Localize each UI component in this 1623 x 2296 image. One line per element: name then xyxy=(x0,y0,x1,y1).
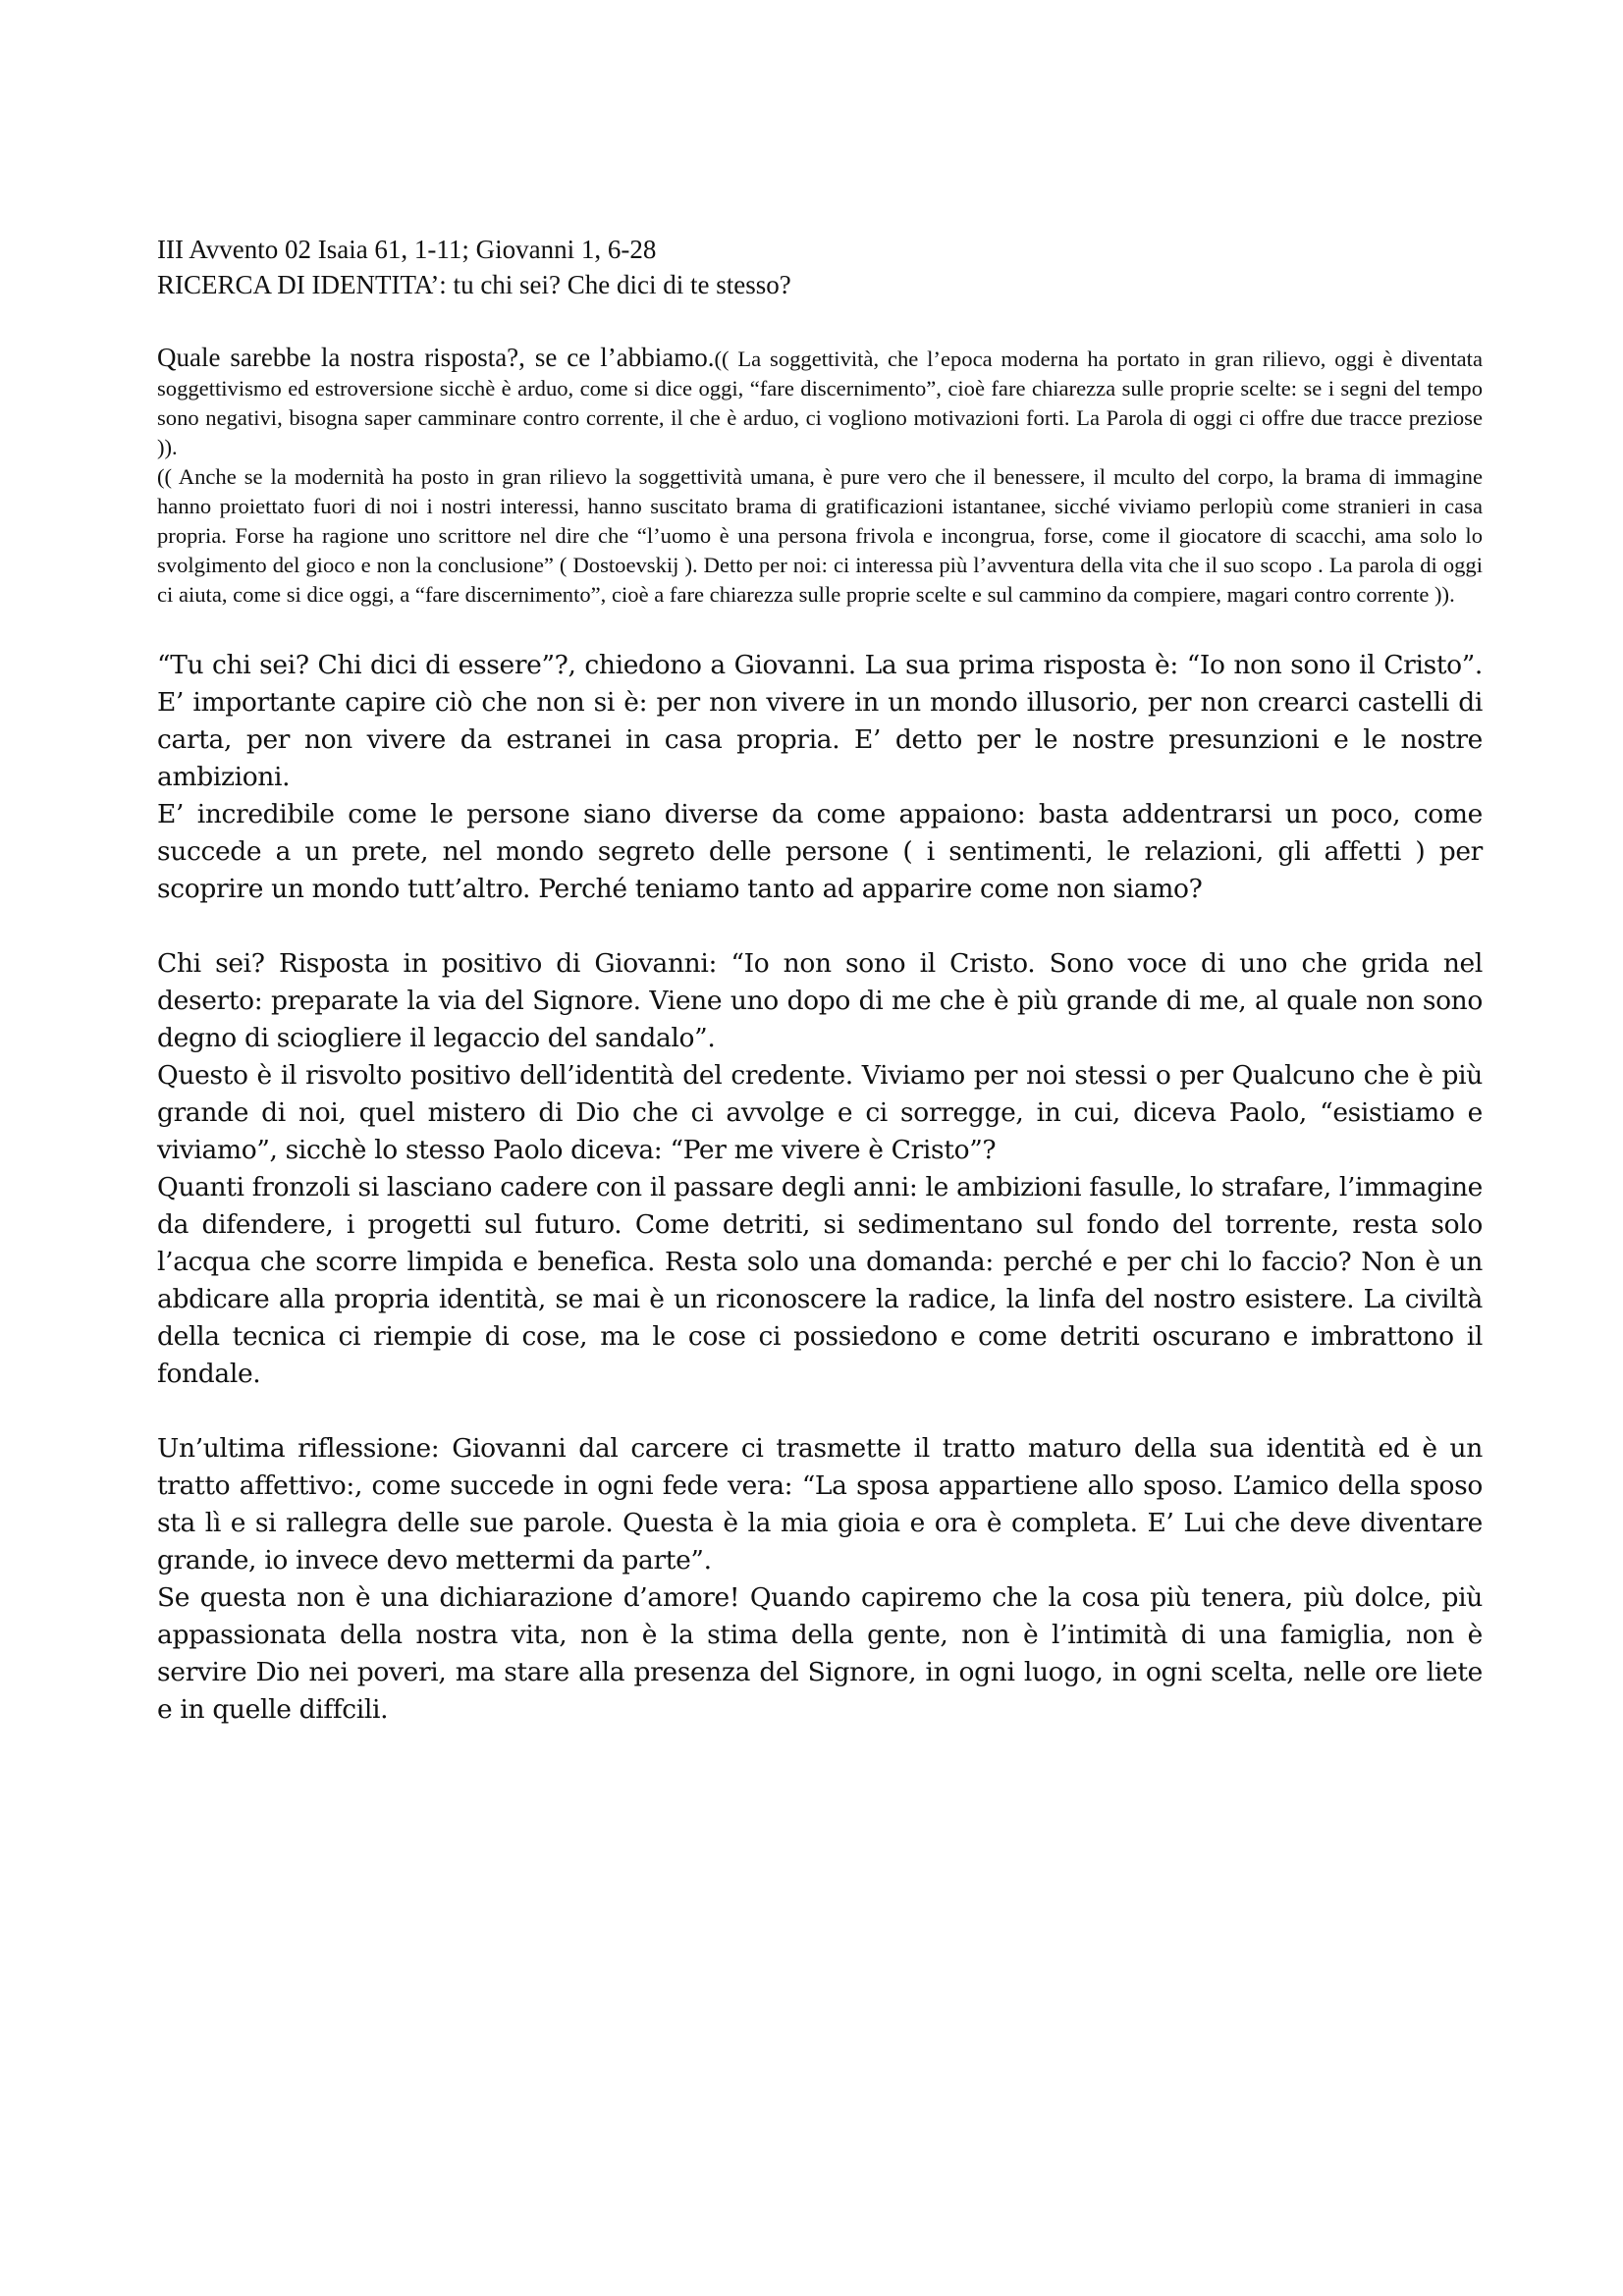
body-paragraph-3: Chi sei? Risposta in positivo di Giovanni: “Io non sono il Cristo. Sono voce di uno che grida nel deserto: preparate la via del Signore. Viene uno dopo di me che è più grande di me, al quale non sono degno di sciogliere il legaccio del sandalo”. xyxy=(157,948,1483,1053)
body-paragraph-4: Questo è il risvolto positivo dell’identità del credente. Viviamo per noi stessi o per Qualcuno che è più grande di noi, quel mistero di Dio che ci avvolge e ci sorregge, in cui, diceva Paolo, “esistiamo e viviamo”, sicchè lo stesso Paolo diceva: “Per me vivere è Cristo”? xyxy=(157,1060,1483,1165)
body-paragraph-1: “Tu chi sei? Chi dici di essere”?, chiedono a Giovanni. La sua prima risposta è: “Io non sono il Cristo”. E’ importante capire ciò che non si è: per non vivere in un mondo illusorio, per non crearci castelli di carta, per non vivere da estranei in casa propria. E’ detto per le nostre presunzioni e le nostre ambizioni. xyxy=(157,650,1483,792)
body-paragraph-5: Quanti fronzoli si lasciano cadere con il passare degli anni: le ambizioni fasulle, lo strafare, l’immagine da difendere, i progetti sul futuro. Come detriti, si sedimentano sul fondo del torrente, resta solo l’acqua che scorre limpida e benefica. Resta solo una domanda: perché e per chi lo faccio? Non è un abdicare alla propria identità, se mai è un riconoscere la radice, la linfa del nostro esistere. La civiltà della tecnica ci riempie di cose, ma le cose ci possiedono e come detriti oscurano e imbrattono il fondale. xyxy=(157,1172,1483,1389)
body-paragraph-2: E’ incredibile come le persone siano diverse da come appaiono: basta addentrarsi un poco, come succede a un prete, nel mondo segreto delle persone ( i sentimenti, le relazioni, gli affetti ) per scoprire un mondo tutt’altro. Perché teniamo tanto ad apparire come non siamo? xyxy=(157,799,1483,904)
body-paragraph-7: Se questa non è una dichiarazione d’amore! Quando capiremo che la cosa più tenera, più dolce, più appassionata della nostra vita, non è la stima della gente, non è l’intimità di una famiglia, non è servire Dio nei poveri, ma stare alla presenza del Signore, in ogni luogo, in ogni scelta, nelle ore liete e in quelle diffcili. xyxy=(157,1582,1483,1725)
document-page xyxy=(157,232,1483,1729)
spacer xyxy=(157,1393,1483,1430)
document-title: III Avvento 02 Isaia 61, 1-11; Giovanni 1, 6-28 xyxy=(157,235,657,264)
document-subtitle: RICERCA DI IDENTITA’: tu chi sei? Che dici di te stesso? xyxy=(157,270,791,299)
note-paragraph: (( Anche se la modernità ha posto in gran rilievo la soggettività umana, è pure vero che il benessere, il mculto del corpo, la brama di immagine hanno proiettato fuori di noi i nostri interessi, hanno suscitato brama di gratificazioni istantanee, sicché viviamo perlopiù come stranieri in casa propria. Forse ha ragione uno scrittore nel dire che “l’uomo è una persona frivola e incongrua, forse, come il giocatore di scacchi, ama solo lo svolgimento del gioco e non la conclusione” ( Dostoevskij ). Detto per noi: ci interessa più l’avventura della vita che il suo scopo . La parola di oggi ci aiuta, come si dice oggi, a “fare discernimento”, cioè a fare chiarezza sulle proprie scelte e sul cammino da compiere, magari contro corrente )). xyxy=(157,464,1483,607)
spacer xyxy=(157,908,1483,945)
intro-paragraph xyxy=(157,343,1483,462)
intro-lead: Quale sarebbe la nostra risposta?, se ce l’abbiamo. xyxy=(157,343,715,372)
spacer xyxy=(157,302,1483,343)
spacer xyxy=(157,610,1483,647)
body-paragraph-6: Un’ultima riflessione: Giovanni dal carcere ci trasmette il tratto maturo della sua identità ed è un tratto affettivo:, come succede in ogni fede vera: “La sposa appartiene allo sposo. L’amico della sposo sta lì e si rallegra delle sue parole. Questa è la mia gioia e ora è completa. E’ Lui che deve diventare grande, io invece devo mettermi da parte”. xyxy=(157,1433,1483,1575)
intro-note: (( La soggettività, che l’epoca moderna ha portato in gran rilievo, oggi è diventata soggettivismo ed estroversione sicchè è arduo, come si dice oggi, “fare discernimento”, cioè fare chiarezza sulle proprie scelte: se i segni del tempo sono negativi, bisogna saper camminare contro corrente, il che è arduo, ci vogliono motivazioni forti. La Parola di oggi ci offre due tracce preziose )). xyxy=(157,347,1483,459)
